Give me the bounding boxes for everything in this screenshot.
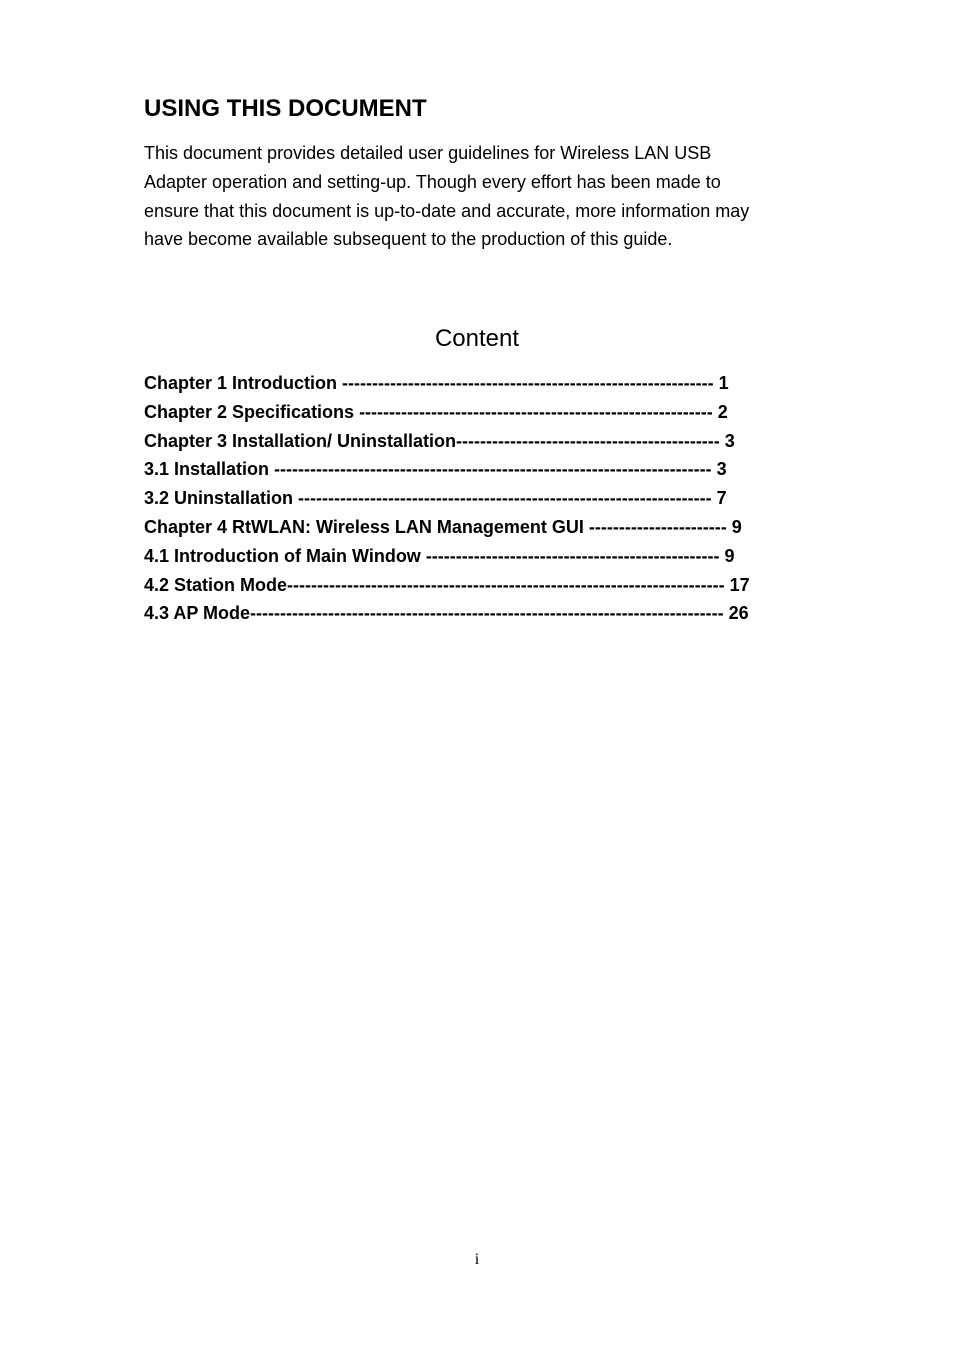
toc-page-number: 3 — [719, 430, 735, 451]
toc-leader: ----------------------------------------------------------- — [359, 401, 713, 422]
toc-page-number: 1 — [713, 373, 729, 393]
toc-leader: ------------------------------------------------- — [425, 545, 720, 566]
toc-entry-title: 3.1 Installation — [144, 459, 275, 480]
toc-leader: ----------------------- — [588, 516, 727, 537]
toc-entry-title: Chapter 1 Introduction — [144, 373, 342, 393]
toc-entry — [144, 398, 804, 427]
toc-leader: ------------------------------------------------------------------------------- — [250, 603, 724, 624]
toc-page-number: 9 — [726, 516, 742, 537]
toc-entry-title: 4.2 Station Mode — [144, 574, 288, 595]
intro-line: This document provides detailed user guidelines for Wireless LAN USB — [144, 143, 712, 163]
toc-entry-title: 3.2 Uninstallation — [144, 488, 299, 509]
toc-entry-title: Chapter 3 Installation/ Uninstallation — [144, 430, 457, 451]
toc-entry — [144, 542, 804, 571]
toc-leader: -------------------------------------------- — [456, 430, 720, 451]
intro-line: have become available subsequent to the production of this guide. — [144, 229, 673, 250]
toc-entry — [144, 599, 804, 628]
toc-title: Content — [434, 325, 520, 352]
section-heading: USING THIS DOCUMENT — [144, 95, 427, 122]
table-of-contents — [144, 369, 804, 628]
toc-leader: -------------------------------------------------------------- — [342, 373, 714, 393]
toc-page-number: 2 — [712, 401, 728, 422]
toc-page-number: 7 — [711, 488, 727, 509]
footer-page-number: i — [474, 1251, 480, 1268]
toc-page-number: 9 — [719, 545, 735, 566]
toc-leader: --------------------------------------------------------------------- — [298, 488, 712, 509]
intro-line: ensure that this document is up-to-date and accurate, more information may — [144, 200, 750, 221]
toc-entry — [144, 484, 804, 513]
toc-leader: ------------------------------------------------------------------------- — [274, 459, 712, 480]
toc-page-number: 17 — [724, 574, 750, 595]
toc-entry — [144, 427, 804, 456]
toc-entry-title: Chapter 4 RtWLAN: Wireless LAN Management GUI — [144, 516, 589, 537]
toc-entry — [144, 455, 804, 484]
intro-paragraph — [144, 139, 804, 254]
toc-entry — [144, 571, 804, 600]
toc-entry-title: 4.3 AP Mode — [144, 603, 251, 624]
toc-entry — [144, 369, 804, 398]
intro-line: Adapter operation and setting-up. Though every effort has been made to — [144, 171, 721, 192]
toc-entry — [144, 513, 804, 542]
toc-entry-title: Chapter 2 Specifications — [144, 401, 360, 422]
toc-leader: ------------------------------------------------------------------------- — [287, 574, 725, 595]
toc-page-number: 26 — [723, 603, 749, 624]
toc-page-number: 3 — [711, 459, 727, 480]
toc-entry-title: 4.1 Introduction of Main Window — [144, 545, 426, 566]
